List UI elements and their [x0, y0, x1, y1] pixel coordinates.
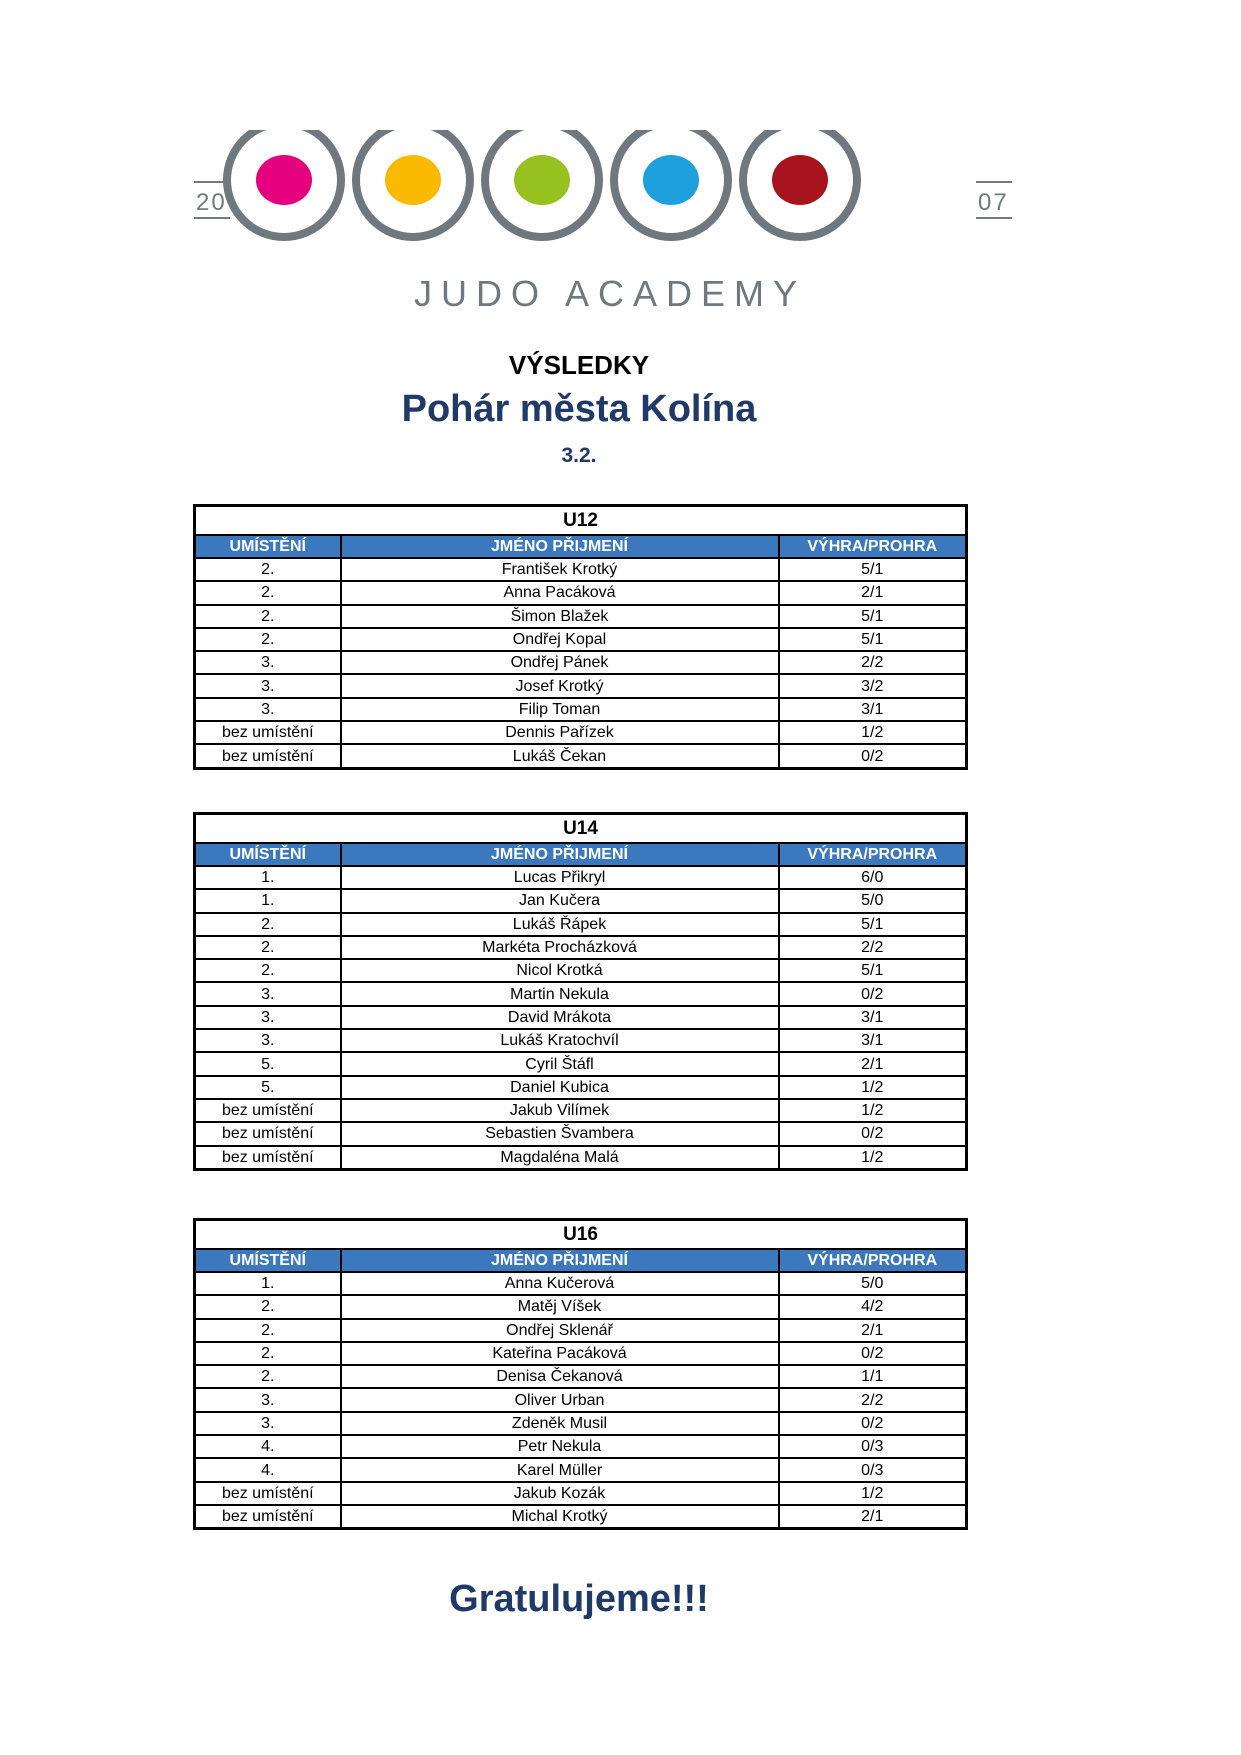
table-row: [195, 1272, 967, 1295]
score-cell: 1/1: [779, 1365, 967, 1388]
place-cell: 1.: [195, 889, 341, 912]
place-cell: 2.: [195, 1319, 341, 1342]
name-cell: Filip Toman: [341, 698, 779, 721]
red-dot: [772, 155, 828, 205]
place-cell: bez umístění: [195, 1146, 341, 1170]
table-row: [195, 605, 967, 628]
place-cell: 5.: [195, 1052, 341, 1075]
column-header-place: UMÍSTĚNÍ: [195, 843, 341, 866]
name-cell: Markéta Procházková: [341, 936, 779, 959]
column-header-score: VÝHRA/PROHRA: [779, 843, 967, 866]
logo-ring-green-dot: [485, 130, 599, 237]
event-date: 3.2.: [561, 444, 597, 467]
name-cell: Jakub Vilímek: [341, 1099, 779, 1122]
results-table-u16: [193, 1218, 968, 1530]
score-cell: 1/2: [779, 721, 967, 744]
column-header-place: UMÍSTĚNÍ: [195, 535, 341, 558]
place-cell: 3.: [195, 674, 341, 697]
table-row: [195, 1342, 967, 1365]
place-cell: 3.: [195, 1006, 341, 1029]
place-cell: 3.: [195, 1029, 341, 1052]
name-cell: František Krotký: [341, 558, 779, 581]
table-row: [195, 1458, 967, 1481]
column-header-name: JMÉNO PŘIJMENÍ: [341, 535, 779, 558]
score-cell: 2/2: [779, 936, 967, 959]
logo-brand-text: JUDO ACADEMY: [414, 273, 807, 314]
yellow-dot: [385, 155, 441, 205]
blue-dot: [643, 155, 699, 205]
place-cell: 1.: [195, 1272, 341, 1295]
table-row: [195, 982, 967, 1005]
score-cell: 1/2: [779, 1482, 967, 1505]
table-row: [195, 1076, 967, 1099]
score-cell: 0/3: [779, 1458, 967, 1481]
logo-year-right-text: 07: [978, 189, 1009, 216]
name-cell: Magdaléna Malá: [341, 1146, 779, 1170]
score-cell: 2/1: [861, 1508, 884, 1526]
name-cell: Daniel Kubica: [341, 1076, 779, 1099]
table-row: [195, 721, 967, 744]
name-cell: Ondřej Kopal: [341, 628, 779, 651]
place-cell: 3.: [195, 1412, 341, 1435]
place-cell: 4.: [195, 1458, 341, 1481]
table-row: [195, 1099, 967, 1122]
table-row: [195, 1295, 967, 1318]
score-cell: 5/1: [779, 959, 967, 982]
table-row: [195, 558, 967, 581]
name-cell: Ondřej Pánek: [341, 651, 779, 674]
table-row: [195, 674, 967, 697]
name-cell: Denisa Čekanová: [341, 1365, 779, 1388]
table-row: [195, 1029, 967, 1052]
place-cell: bez umístění: [195, 721, 341, 744]
event-title: Pohár města Kolína: [401, 388, 757, 430]
results-table-u14: [193, 812, 968, 1171]
name-cell: David Mrákota: [341, 1006, 779, 1029]
place-cell: 2.: [195, 605, 341, 628]
score-cell: 5/1: [779, 628, 967, 651]
table-row: [195, 1482, 967, 1505]
place-cell: 3.: [195, 651, 341, 674]
score-cell: 5/1: [779, 913, 967, 936]
score-cell: 6/0: [779, 866, 967, 889]
place-cell: 2.: [195, 1342, 341, 1365]
score-cell: 5/1: [779, 558, 967, 581]
table-row: [195, 959, 967, 982]
table-row: [195, 651, 967, 674]
place-cell: 2.: [195, 959, 341, 982]
place-cell: 2.: [195, 1295, 341, 1318]
table-row: [195, 1435, 967, 1458]
place-cell: 3.: [195, 698, 341, 721]
score-cell: 0/3: [779, 1435, 967, 1458]
place-cell: 4.: [195, 1435, 341, 1458]
place-cell: 3.: [195, 1388, 341, 1411]
name-cell: Anna Kučerová: [341, 1272, 779, 1295]
name-cell: Jakub Kozák: [341, 1482, 779, 1505]
place-cell: 2.: [195, 936, 341, 959]
table-row: [195, 1052, 967, 1075]
place-cell: 2.: [195, 558, 341, 581]
name-cell: Karel Müller: [341, 1458, 779, 1481]
column-header-name: JMÉNO PŘIJMENÍ: [341, 1249, 779, 1272]
name-cell: Lukáš Kratochvíl: [341, 1029, 779, 1052]
place-cell: 5.: [195, 1076, 341, 1099]
table-row: [195, 628, 967, 651]
place-cell: 3.: [195, 982, 341, 1005]
table-row: [195, 913, 967, 936]
logo-ring-blue-dot: [614, 130, 728, 237]
name-cell: Lucas Přikryl: [341, 866, 779, 889]
place-cell: 2.: [195, 913, 341, 936]
logo-ring-magenta-dot: [227, 130, 341, 237]
name-cell: Petr Nekula: [341, 1435, 779, 1458]
category-title: U16: [195, 1220, 967, 1250]
score-cell: 0/2: [779, 1122, 967, 1145]
table-row: [195, 698, 967, 721]
score-cell: 3/1: [779, 1029, 967, 1052]
name-cell: Jan Kučera: [341, 889, 779, 912]
logo-rings: [227, 130, 857, 237]
table-row: [195, 1146, 967, 1170]
closing-message: Gratulujeme!!!: [449, 1578, 709, 1620]
green-dot: [514, 155, 570, 205]
table-row: [195, 1388, 967, 1411]
results-table-u12: [193, 504, 968, 770]
name-cell: Cyril Štáfl: [341, 1052, 779, 1075]
score-cell: 3/2: [779, 674, 967, 697]
table-row: [195, 1006, 967, 1029]
name-cell: Anna Pacáková: [341, 581, 779, 604]
category-title: U14: [195, 814, 967, 844]
name-cell: Šimon Blažek: [341, 605, 779, 628]
table-row: [195, 889, 967, 912]
name-cell: Matěj Víšek: [341, 1295, 779, 1318]
score-cell: 1/2: [779, 1076, 967, 1099]
name-cell: Sebastien Švambera: [341, 1122, 779, 1145]
score-cell: 0/2: [779, 1412, 967, 1435]
name-cell: Michal Krotký: [341, 1505, 779, 1529]
score-cell: 2/2: [779, 1388, 967, 1411]
score-cell: 2/2: [779, 651, 967, 674]
table-row: [195, 866, 967, 889]
score-cell: 0/2: [779, 982, 967, 1005]
place-cell: 2.: [195, 628, 341, 651]
category-title: U12: [195, 506, 967, 536]
column-header-place: UMÍSTĚNÍ: [195, 1249, 341, 1272]
name-cell: Lukáš Čekan: [341, 744, 779, 768]
score-cell: 2/1: [779, 1052, 967, 1075]
score-cell: 5/0: [779, 1272, 967, 1295]
judo-academy-logo: [190, 130, 1020, 320]
table-row: [195, 1412, 967, 1435]
name-cell: Martin Nekula: [341, 982, 779, 1005]
table-row: [195, 1122, 967, 1145]
name-cell: Nicol Krotká: [341, 959, 779, 982]
score-cell: 1/2: [779, 1099, 967, 1122]
place-cell: bez umístění: [195, 1099, 341, 1122]
logo-year-left-text: 20: [196, 189, 227, 216]
table-row: [195, 936, 967, 959]
table-row: [195, 1365, 967, 1388]
name-cell: Oliver Urban: [341, 1388, 779, 1411]
table-row: [195, 744, 967, 768]
score-cell: 4/2: [779, 1295, 967, 1318]
score-cell: 3/1: [779, 698, 967, 721]
place-cell: bez umístění: [195, 1482, 341, 1505]
place-cell: bez umístění: [195, 744, 341, 768]
name-cell: Dennis Pařízek: [341, 721, 779, 744]
table-row: [195, 1505, 967, 1529]
logo-year-right: [976, 182, 1012, 218]
place-cell: 1.: [195, 866, 341, 889]
place-cell: 2.: [195, 581, 341, 604]
place-cell: bez umístění: [195, 1505, 341, 1529]
score-cell: 3/1: [779, 1006, 967, 1029]
score-cell: 1/2: [861, 1148, 884, 1166]
place-cell: bez umístění: [195, 1122, 341, 1145]
score-cell: 5/1: [779, 605, 967, 628]
name-cell: Zdeněk Musil: [341, 1412, 779, 1435]
results-label: VÝSLEDKY: [508, 350, 650, 380]
magenta-dot: [256, 155, 312, 205]
score-cell: 0/2: [861, 747, 884, 765]
score-cell: 5/0: [779, 889, 967, 912]
logo-ring-yellow-dot: [356, 130, 470, 237]
name-cell: Ondřej Sklenář: [341, 1319, 779, 1342]
score-cell: 2/1: [779, 1319, 967, 1342]
column-header-score: VÝHRA/PROHRA: [779, 1249, 967, 1272]
table-row: [195, 581, 967, 604]
name-cell: Josef Krotký: [341, 674, 779, 697]
place-cell: 2.: [195, 1365, 341, 1388]
score-cell: 0/2: [779, 1342, 967, 1365]
column-header-name: JMÉNO PŘIJMENÍ: [341, 843, 779, 866]
name-cell: Kateřina Pacáková: [341, 1342, 779, 1365]
column-header-score: VÝHRA/PROHRA: [779, 535, 967, 558]
score-cell: 2/1: [779, 581, 967, 604]
table-row: [195, 1319, 967, 1342]
logo-ring-red-dot: [743, 130, 857, 237]
name-cell: Lukáš Řápek: [341, 913, 779, 936]
